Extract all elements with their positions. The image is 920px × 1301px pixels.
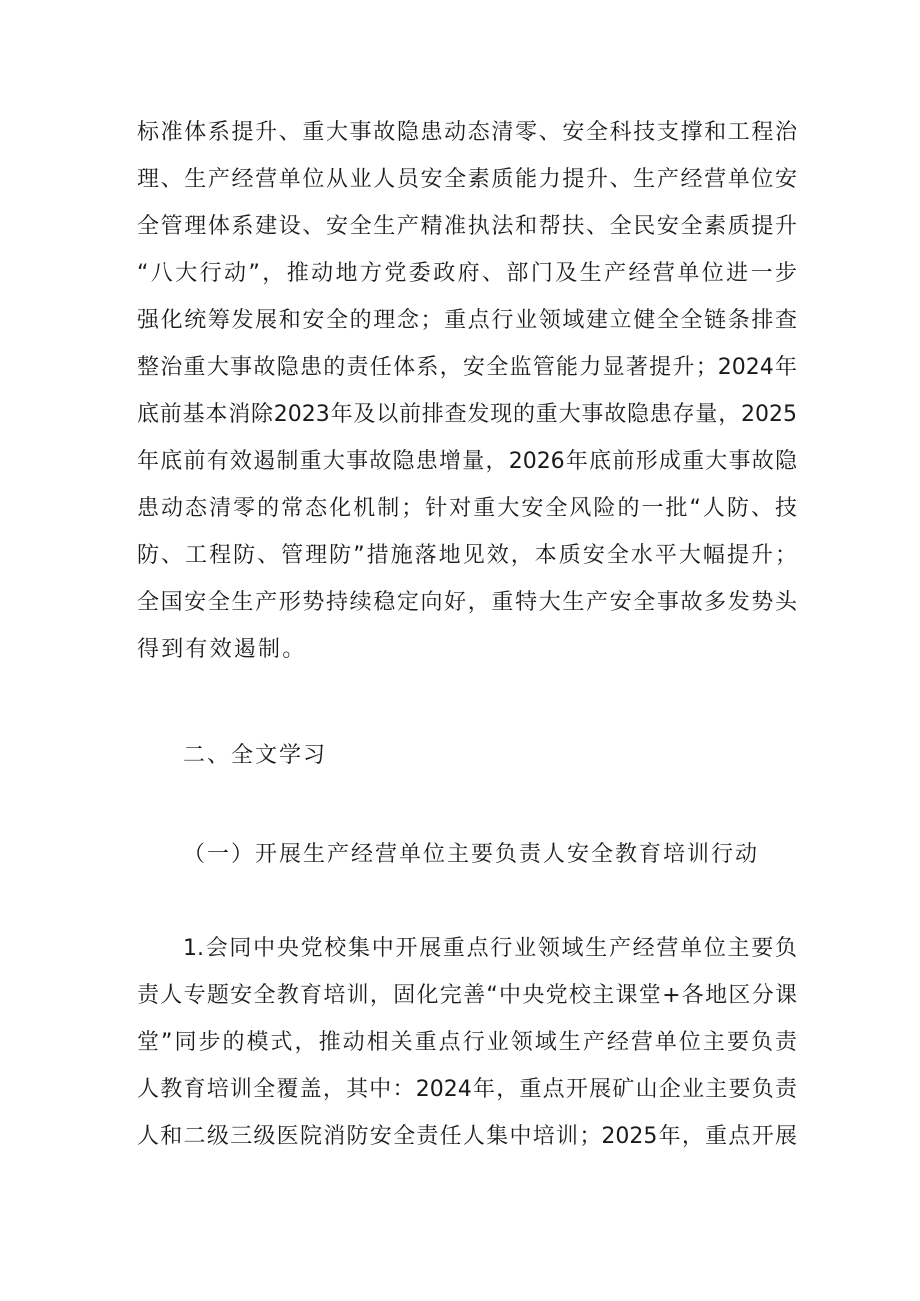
paragraph-line: 全国安全生产形势持续稳定向好，重特大生产安全事故多发势头: [137, 590, 797, 615]
paragraph-line: 整治重大事故隐患的责任体系，安全监管能力显著提升；2024年: [137, 355, 797, 380]
paragraph-line: “八大行动”，推动地方党委政府、部门及生产经营单位进一步: [137, 261, 798, 286]
paragraph-line: 标准体系提升、重大事故隐患动态清零、安全科技支撑和工程治: [137, 120, 797, 145]
paragraph-line: 人和二级三级医院消防安全责任人集中培训；2025年，重点开展: [137, 1124, 797, 1149]
paragraph-line: 年底前有效遏制重大事故隐患增量，2026年底前形成重大事故隐: [137, 449, 797, 474]
paragraph-line: 理、生产经营单位从业人员安全素质能力提升、生产经营单位安: [137, 167, 797, 192]
paragraph-line: 人教育培训全覆盖，其中：2024年，重点开展矿山企业主要负责: [137, 1077, 797, 1102]
paragraph-line: 强化统筹发展和安全的理念；重点行业领域建立健全全链条排查: [137, 308, 797, 333]
paragraph-line: 全管理体系建设、安全生产精准执法和帮扶、全民安全素质提升: [137, 214, 797, 239]
section-heading: 二、全文学习: [183, 743, 328, 768]
paragraph-line: 底前基本消除2023年及以前排查发现的重大事故隐患存量，2025: [137, 402, 797, 427]
paragraph-line: 1.会同中央党校集中开展重点行业领域生产经营单位主要负: [183, 936, 797, 961]
subsection-heading: （一）开展生产经营单位主要负责人安全教育培训行动: [183, 842, 760, 867]
paragraph-line: 得到有效遏制。: [137, 637, 307, 662]
paragraph-line: 患动态清零的常态化机制；针对重大安全风险的一批“人防、技: [137, 496, 797, 521]
paragraph-line: 防、工程防、管理防”措施落地见效，本质安全水平大幅提升；: [137, 543, 797, 568]
paragraph-line: 责人专题安全教育培训，固化完善“中央党校主课堂+各地区分课: [137, 983, 797, 1008]
paragraph-line: 堂”同步的模式，推动相关重点行业领域生产经营单位主要负责: [137, 1030, 797, 1055]
